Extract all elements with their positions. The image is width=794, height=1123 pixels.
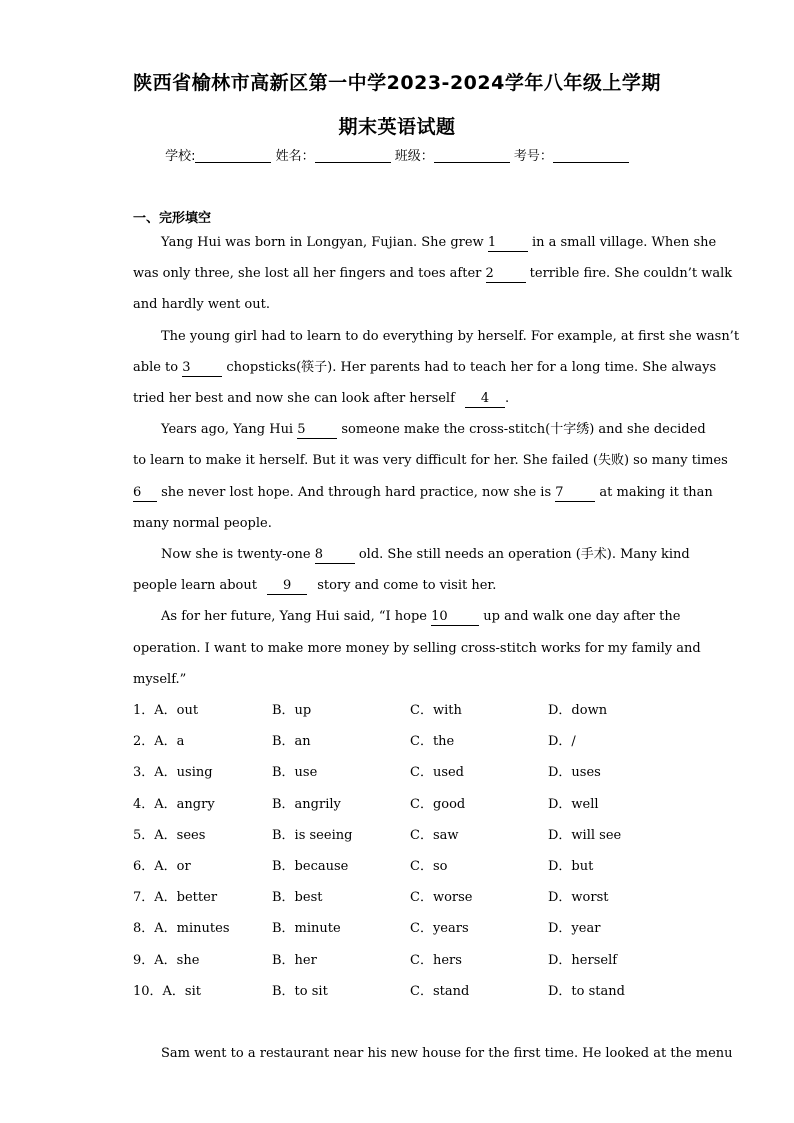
option-b[interactable]: B．minute xyxy=(272,921,341,936)
section-title: 一、完形填空 xyxy=(133,211,212,226)
passage-line: operation. I want to make more money by selling cross-stitch works for my family and xyxy=(133,641,701,656)
passage-text: story and come to visit her. xyxy=(317,578,497,593)
question-10 xyxy=(133,984,201,1000)
blank-9: 9 xyxy=(267,578,307,595)
passage-text: up and walk one day after the xyxy=(483,609,681,624)
option-a[interactable]: A．sit xyxy=(162,984,201,999)
passage-text: she never lost hope. And through hard practice, now she is xyxy=(161,485,552,500)
option-c[interactable]: C．so xyxy=(410,859,448,874)
passage-line xyxy=(133,360,717,377)
student-info-row xyxy=(0,145,794,164)
option-b[interactable]: B．is seeing xyxy=(272,828,353,843)
question-7 xyxy=(133,890,217,906)
passage-line xyxy=(133,266,733,283)
option-c[interactable]: C．worse xyxy=(410,890,473,905)
question-3 xyxy=(133,765,213,781)
exam-title-line-1: 陕西省榆林市高新区第一中学2023-2024学年八年级上学期 xyxy=(133,72,661,94)
option-c[interactable]: C．saw xyxy=(410,828,459,843)
option-d[interactable]: D．will see xyxy=(548,828,622,843)
passage-text: was only three, she lost all her fingers and toes after xyxy=(133,266,482,281)
passage-text: Now she is twenty-one xyxy=(161,547,311,562)
blank-6: 6 xyxy=(133,485,157,502)
question-number: 9． xyxy=(133,953,155,968)
question-number: 3． xyxy=(133,765,155,780)
blank-2: 2 xyxy=(486,266,526,283)
option-a[interactable]: A．sees xyxy=(154,828,206,843)
passage-text: old. She still needs an operation (手术). Many kind xyxy=(358,547,690,562)
question-number: 4． xyxy=(133,797,155,812)
option-b[interactable]: B．because xyxy=(272,859,349,874)
question-number: 8． xyxy=(133,921,155,936)
passage-line xyxy=(133,485,713,502)
option-b[interactable]: B．angrily xyxy=(272,797,341,812)
blank-5: 5 xyxy=(297,422,337,439)
option-d[interactable]: D．year xyxy=(548,921,601,936)
school-field[interactable] xyxy=(195,148,271,163)
blank-10: 10 xyxy=(431,609,479,626)
option-c[interactable]: C．with xyxy=(410,703,462,718)
passage-text: in a small village. When she xyxy=(531,235,717,250)
passage-text: people learn about xyxy=(133,578,257,593)
question-6 xyxy=(133,859,191,875)
passage-line xyxy=(133,391,661,408)
class-label: 班级： xyxy=(394,149,434,164)
option-a[interactable]: A．a xyxy=(154,734,185,749)
passage-text: Yang Hui was born in Longyan, Fujian. She grew xyxy=(161,235,484,250)
question-number: 7． xyxy=(133,890,155,905)
option-c[interactable]: C．hers xyxy=(410,953,462,968)
passage-line: many normal people. xyxy=(133,516,272,531)
option-c[interactable]: C．stand xyxy=(410,984,470,999)
question-5 xyxy=(133,828,205,844)
passage-text: . xyxy=(505,391,510,406)
question-number: 5． xyxy=(133,828,155,843)
option-d[interactable]: D．well xyxy=(548,797,599,812)
option-a[interactable]: A．angry xyxy=(154,797,215,812)
passage-text: someone make the cross-stitch(十字绣) and she decided xyxy=(341,422,706,437)
question-1 xyxy=(133,703,198,719)
passage-line xyxy=(161,235,717,252)
passage-text: Years ago, Yang Hui xyxy=(161,422,294,437)
class-field[interactable] xyxy=(434,148,510,163)
blank-4: 4 xyxy=(465,391,505,408)
passage-text: terrible fire. She couldn’t walk xyxy=(529,266,733,281)
question-number: 1． xyxy=(133,703,155,718)
option-a[interactable]: A．better xyxy=(154,890,218,905)
passage-line: myself.” xyxy=(133,672,187,687)
option-b[interactable]: B．her xyxy=(272,953,317,968)
question-2 xyxy=(133,734,184,750)
option-a[interactable]: A．she xyxy=(154,953,200,968)
passage-line: to learn to make it herself. But it was very difficult for her. She failed (失败) so many times xyxy=(133,453,728,468)
question-8 xyxy=(133,921,230,937)
option-d[interactable]: D．to stand xyxy=(548,984,625,999)
name-label: 姓名： xyxy=(275,149,315,164)
option-d[interactable]: D．worst xyxy=(548,890,609,905)
exam-number-label: 考号： xyxy=(513,149,553,164)
name-field[interactable] xyxy=(315,148,391,163)
exam-number-field[interactable] xyxy=(553,148,629,163)
passage-line xyxy=(161,547,690,564)
blank-8: 8 xyxy=(315,547,355,564)
option-b[interactable]: B．up xyxy=(272,703,312,718)
option-b[interactable]: B．an xyxy=(272,734,311,749)
next-passage-line: Sam went to a restaurant near his new house for the first time. He looked at the menu xyxy=(161,1046,733,1061)
passage-text: at making it than xyxy=(599,485,713,500)
passage-text: able to xyxy=(133,360,179,375)
passage-line xyxy=(161,422,706,439)
option-b[interactable]: B．to sit xyxy=(272,984,328,999)
passage-text: tried her best and now she can look after herself xyxy=(133,391,455,406)
question-number: 10． xyxy=(133,984,163,999)
passage-line: and hardly went out. xyxy=(133,297,270,312)
option-a[interactable]: A．using xyxy=(154,765,213,780)
passage-text: As for her future, Yang Hui said, “I hope xyxy=(161,609,427,624)
passage-line xyxy=(161,609,681,626)
question-number: 2． xyxy=(133,734,155,749)
option-d[interactable]: D．but xyxy=(548,859,594,874)
blank-3: 3 xyxy=(182,360,222,377)
option-a[interactable]: A．minutes xyxy=(154,921,230,936)
option-c[interactable]: C．the xyxy=(410,734,455,749)
passage-line xyxy=(133,578,661,595)
option-b[interactable]: B．use xyxy=(272,765,318,780)
option-c[interactable]: C．good xyxy=(410,797,466,812)
option-d[interactable]: D．uses xyxy=(548,765,601,780)
option-d[interactable]: D．herself xyxy=(548,953,618,968)
option-a[interactable]: A．or xyxy=(154,859,191,874)
question-number: 6． xyxy=(133,859,155,874)
option-d[interactable]: D．down xyxy=(548,703,608,718)
option-c[interactable]: C．years xyxy=(410,921,469,936)
passage-text: chopsticks(筷子). Her parents had to teach her for a long time. She always xyxy=(226,360,717,375)
exam-title-line-2: 期末英语试题 xyxy=(338,116,456,138)
option-b[interactable]: B．best xyxy=(272,890,323,905)
option-d[interactable]: D．/ xyxy=(548,734,576,749)
question-9 xyxy=(133,953,199,969)
school-label: 学校: xyxy=(165,149,196,164)
blank-7: 7 xyxy=(555,485,595,502)
question-4 xyxy=(133,797,215,813)
blank-1: 1 xyxy=(488,235,528,252)
option-a[interactable]: A．out xyxy=(154,703,199,718)
passage-line: The young girl had to learn to do everything by herself. For example, at first she wasn’t xyxy=(161,329,740,344)
option-c[interactable]: C．used xyxy=(410,765,465,780)
